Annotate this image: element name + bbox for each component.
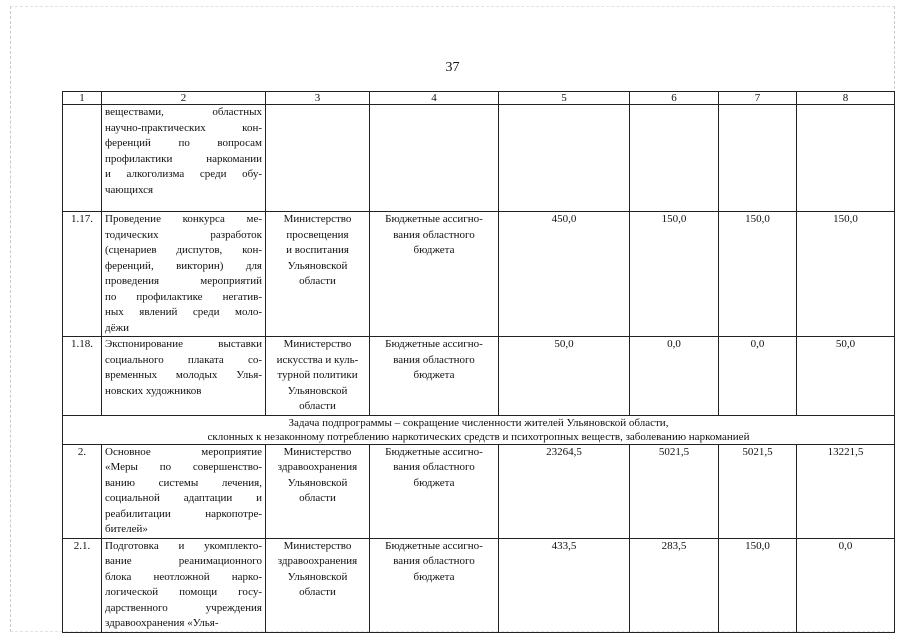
cell-text-line: области xyxy=(299,275,336,287)
cell-text-line: Ульяновской xyxy=(287,384,348,397)
cell-text-line: социальной адаптации и xyxy=(105,492,262,504)
row-number: 1.17. xyxy=(63,212,102,337)
table-row xyxy=(63,337,895,416)
cell-text-line: Ульяновской xyxy=(287,570,348,583)
activity-name xyxy=(102,212,266,337)
column-header: 5 xyxy=(499,92,630,105)
column-header: 2 xyxy=(102,92,266,105)
cell-text-line: Бюджетные ассигно- xyxy=(385,539,483,552)
amount-v7: 5021,5 xyxy=(719,444,797,538)
cell-text-line: вания областного xyxy=(393,555,475,567)
cell-text-line: и алкоголизма среди обу- xyxy=(105,168,262,180)
activity-name xyxy=(102,337,266,416)
amount-v5: 23264,5 xyxy=(499,444,630,538)
amount-v5 xyxy=(499,105,630,212)
cell-text-line: Ульяновской xyxy=(287,476,348,489)
funding-source xyxy=(370,444,499,538)
cell-text-line: области xyxy=(299,400,336,412)
row-number xyxy=(63,105,102,212)
cell-text-line: дарственного учреждения xyxy=(105,601,262,614)
header-row xyxy=(63,92,895,105)
cell-text-line: просвещения xyxy=(286,228,349,241)
cell-text-line: проведения мероприятий xyxy=(105,275,262,287)
executor xyxy=(266,105,370,212)
cell-text-line: «Меры по совершенство- xyxy=(105,461,262,473)
table-row xyxy=(63,538,895,632)
activity-name xyxy=(102,538,266,632)
cell-text-line: бюджета xyxy=(413,570,455,583)
cell-text-line: области xyxy=(299,586,336,598)
cell-text-line: и воспитания xyxy=(286,244,349,256)
cell-text-line: здравоохранения xyxy=(277,555,358,567)
executor xyxy=(266,538,370,632)
funding-source xyxy=(370,337,499,416)
cell-text-line: Основное мероприятие xyxy=(105,445,262,458)
cell-text-line: профилактики наркомании xyxy=(105,152,262,165)
column-header: 3 xyxy=(266,92,370,105)
column-header: 4 xyxy=(370,92,499,105)
cell-text-line: бюджета xyxy=(413,476,455,489)
row-number: 1.18. xyxy=(63,337,102,416)
cell-text-line: тодических разработок xyxy=(105,228,262,241)
cell-text-line: бюджета xyxy=(413,369,455,381)
executor xyxy=(266,444,370,538)
cell-text-line: бюджета xyxy=(413,244,455,256)
cell-text-line: дёжи xyxy=(105,321,129,334)
amount-v8: 0,0 xyxy=(797,538,895,632)
cell-text-line: Ульяновской xyxy=(287,259,348,272)
cell-text-line: веществами, областных xyxy=(105,106,262,118)
cell-text-line: Бюджетные ассигно- xyxy=(385,445,483,458)
cell-text-line: вания областного xyxy=(393,228,475,241)
cell-text-line: Подготовка и укомплекто- xyxy=(105,539,262,552)
cell-text-line: области xyxy=(299,492,336,504)
cell-text-line: Министерство xyxy=(283,539,352,552)
cell-text-line: новских художников xyxy=(105,384,202,397)
cell-text-line: Министерство xyxy=(283,445,352,458)
cell-text-line: по профилактике негатив- xyxy=(105,290,262,303)
cell-text-line: искусства и куль- xyxy=(276,353,359,366)
cell-text-line: Бюджетные ассигно- xyxy=(385,338,483,350)
column-header: 8 xyxy=(797,92,895,105)
amount-v6: 283,5 xyxy=(630,538,719,632)
cell-text-line: чающихся xyxy=(105,183,154,196)
task-row xyxy=(63,415,895,444)
cell-text-line: вания областного xyxy=(393,353,475,366)
cell-text-line: вание реанимационного xyxy=(105,555,262,567)
funding-source xyxy=(370,105,499,212)
cell-text-line: блока неотложной нарко- xyxy=(105,570,262,583)
amount-v8: 50,0 xyxy=(797,337,895,416)
task-text-line: склонных к незаконному потреблению наркотических средств и психотропных веществ, заболеванию наркоманией xyxy=(207,430,750,443)
cell-text-line: вания областного xyxy=(393,461,475,473)
amount-v8: 150,0 xyxy=(797,212,895,337)
amount-v7 xyxy=(719,105,797,212)
cell-text-line: Министерство xyxy=(283,213,352,225)
cell-text-line: ных явлений среди моло- xyxy=(105,306,262,318)
cell-text-line: Проведение конкурса ме- xyxy=(105,213,262,225)
funding-source xyxy=(370,538,499,632)
row-number: 2.1. xyxy=(63,538,102,632)
cell-text-line: социального плаката со- xyxy=(105,353,262,366)
cell-text-line: Экспонирование выставки xyxy=(105,338,262,350)
cell-text-line: (сценариев диспутов, кон- xyxy=(105,244,262,256)
amount-v6 xyxy=(630,105,719,212)
amount-v8 xyxy=(797,105,895,212)
program-table xyxy=(62,91,895,633)
row-number: 2. xyxy=(63,444,102,538)
cell-text-line: временных молодых Улья- xyxy=(105,369,262,381)
amount-v5: 450,0 xyxy=(499,212,630,337)
amount-v5: 50,0 xyxy=(499,337,630,416)
cell-text-line: турной политики xyxy=(277,369,358,381)
cell-text-line: ванию системы лечения, xyxy=(105,476,262,489)
amount-v5: 433,5 xyxy=(499,538,630,632)
activity-name xyxy=(102,105,266,212)
cell-text-line: бителей» xyxy=(105,523,148,535)
task-text-line: Задача подпрограммы – сокращение численности жителей Ульяновской области, xyxy=(288,416,669,429)
executor xyxy=(266,337,370,416)
column-header: 1 xyxy=(63,92,102,105)
table-row xyxy=(63,212,895,337)
amount-v6: 0,0 xyxy=(630,337,719,416)
amount-v6: 150,0 xyxy=(630,212,719,337)
amount-v7: 0,0 xyxy=(719,337,797,416)
page-number: 37 xyxy=(445,60,460,75)
table-row xyxy=(63,444,895,538)
cell-text-line: реабилитации наркопотре- xyxy=(105,507,262,520)
activity-name xyxy=(102,444,266,538)
cell-text-line: Министерство xyxy=(283,338,352,350)
cell-text-line: ференций, викторин) для xyxy=(105,259,262,272)
amount-v7: 150,0 xyxy=(719,212,797,337)
cell-text-line: научно-практических кон- xyxy=(105,121,262,134)
cell-text-line: здравоохранения xyxy=(277,461,358,473)
cell-text-line: Бюджетные ассигно- xyxy=(385,213,483,225)
amount-v7: 150,0 xyxy=(719,538,797,632)
amount-v8: 13221,5 xyxy=(797,444,895,538)
subprogram-task xyxy=(63,415,895,444)
column-header: 7 xyxy=(719,92,797,105)
funding-source xyxy=(370,212,499,337)
cell-text-line: здравоохранения «Улья- xyxy=(105,617,219,629)
column-header: 6 xyxy=(630,92,719,105)
executor xyxy=(266,212,370,337)
cell-text-line: логической помощи госу- xyxy=(105,586,262,598)
amount-v6: 5021,5 xyxy=(630,444,719,538)
cell-text-line: ференций по вопросам xyxy=(105,137,262,149)
table-row xyxy=(63,105,895,212)
